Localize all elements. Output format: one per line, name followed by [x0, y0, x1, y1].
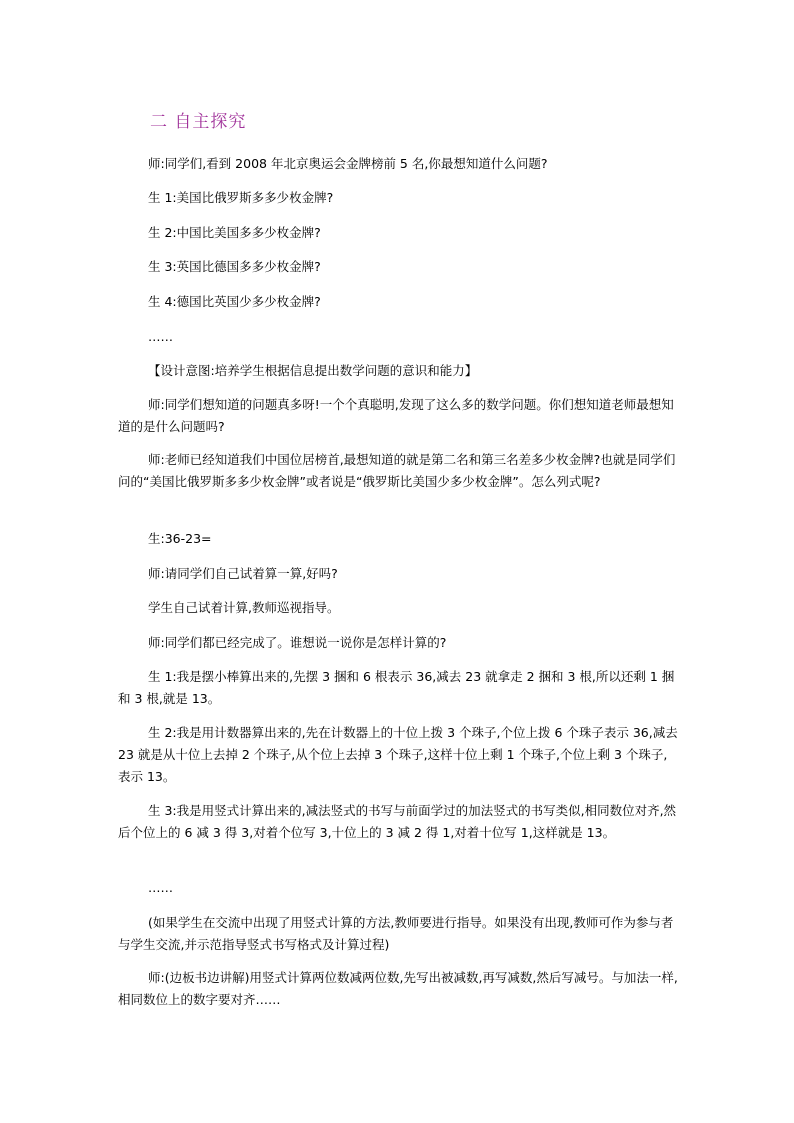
paragraph: 师:(边板书边讲解)用竖式计算两位数减两位数,先写出被减数,再写减数,然后写减号。与加法一样,相同数位上的数字要对齐……: [118, 970, 678, 1007]
paragraph: 生 2:我是用计数器算出来的,先在计数器上的十位上拨 3 个珠子,个位上拨 6 个珠子表示 36,减去 23 就是从十位上去掉 2 个珠子,从个位上去掉 3 个珠子,这样十位上剩 1 个珠子,个位上剩 3 个珠子,表示 13。: [118, 725, 678, 784]
paragraph: 生 3:我是用竖式计算出来的,减法竖式的书写与前面学过的加法竖式的书写类似,相同数位对齐,然后个位上的 6 减 3 得 3,对着个位写 3,十位上的 3 减 2 得 1,对着十位写 1,这样就是 13。: [118, 803, 677, 840]
design-intent-note: 【设计意图:培养学生根据信息提出数学问题的意识和能力】: [148, 363, 478, 378]
section-title: 二 自主探究: [150, 112, 247, 132]
paragraph: 师:老师已经知道我们中国位居榜首,最想知道的就是第二名和第三名差多少枚金牌?也就是同学们问的“美国比俄罗斯多多少枚金牌”或者说是“俄罗斯比美国少多少枚金牌”。怎么列式呢?: [118, 452, 676, 489]
text-line: 生:36-23=: [148, 531, 212, 546]
text-line: 生 1:美国比俄罗斯多多少枚金牌?: [148, 190, 334, 205]
paragraph: (如果学生在交流中出现了用竖式计算的方法,教师要进行指导。如果没有出现,教师可作为参与者与学生交流,并示范指导竖式书写格式及计算过程): [118, 915, 674, 952]
text-line: ……: [148, 329, 173, 344]
paragraph: 生 1:我是摆小棒算出来的,先摆 3 捆和 6 根表示 36,减去 23 就拿走 2 捆和 3 根,所以还剩 1 捆和 3 根,就是 13。: [118, 669, 675, 706]
text-line: 师:同学们都已经完成了。谁想说一说你是怎样计算的?: [148, 635, 447, 650]
text-line: 师:请同学们自己试着算一算,好吗?: [148, 566, 338, 581]
text-line: 学生自己试着计算,教师巡视指导。: [148, 600, 340, 615]
text-line: 生 2:中国比美国多多少枚金牌?: [148, 225, 321, 240]
text-line: ……: [148, 880, 173, 895]
paragraph: 师:同学们想知道的问题真多呀!一个个真聪明,发现了这么多的数学问题。你们想知道老师最想知道的是什么问题吗?: [118, 397, 674, 434]
text-line: 师:同学们,看到 2008 年北京奥运会金牌榜前 5 名,你最想知道什么问题?: [148, 156, 548, 171]
text-line: 生 4:德国比英国少多少枚金牌?: [148, 294, 321, 309]
text-line: 生 3:英国比德国多多少枚金牌?: [148, 259, 321, 274]
